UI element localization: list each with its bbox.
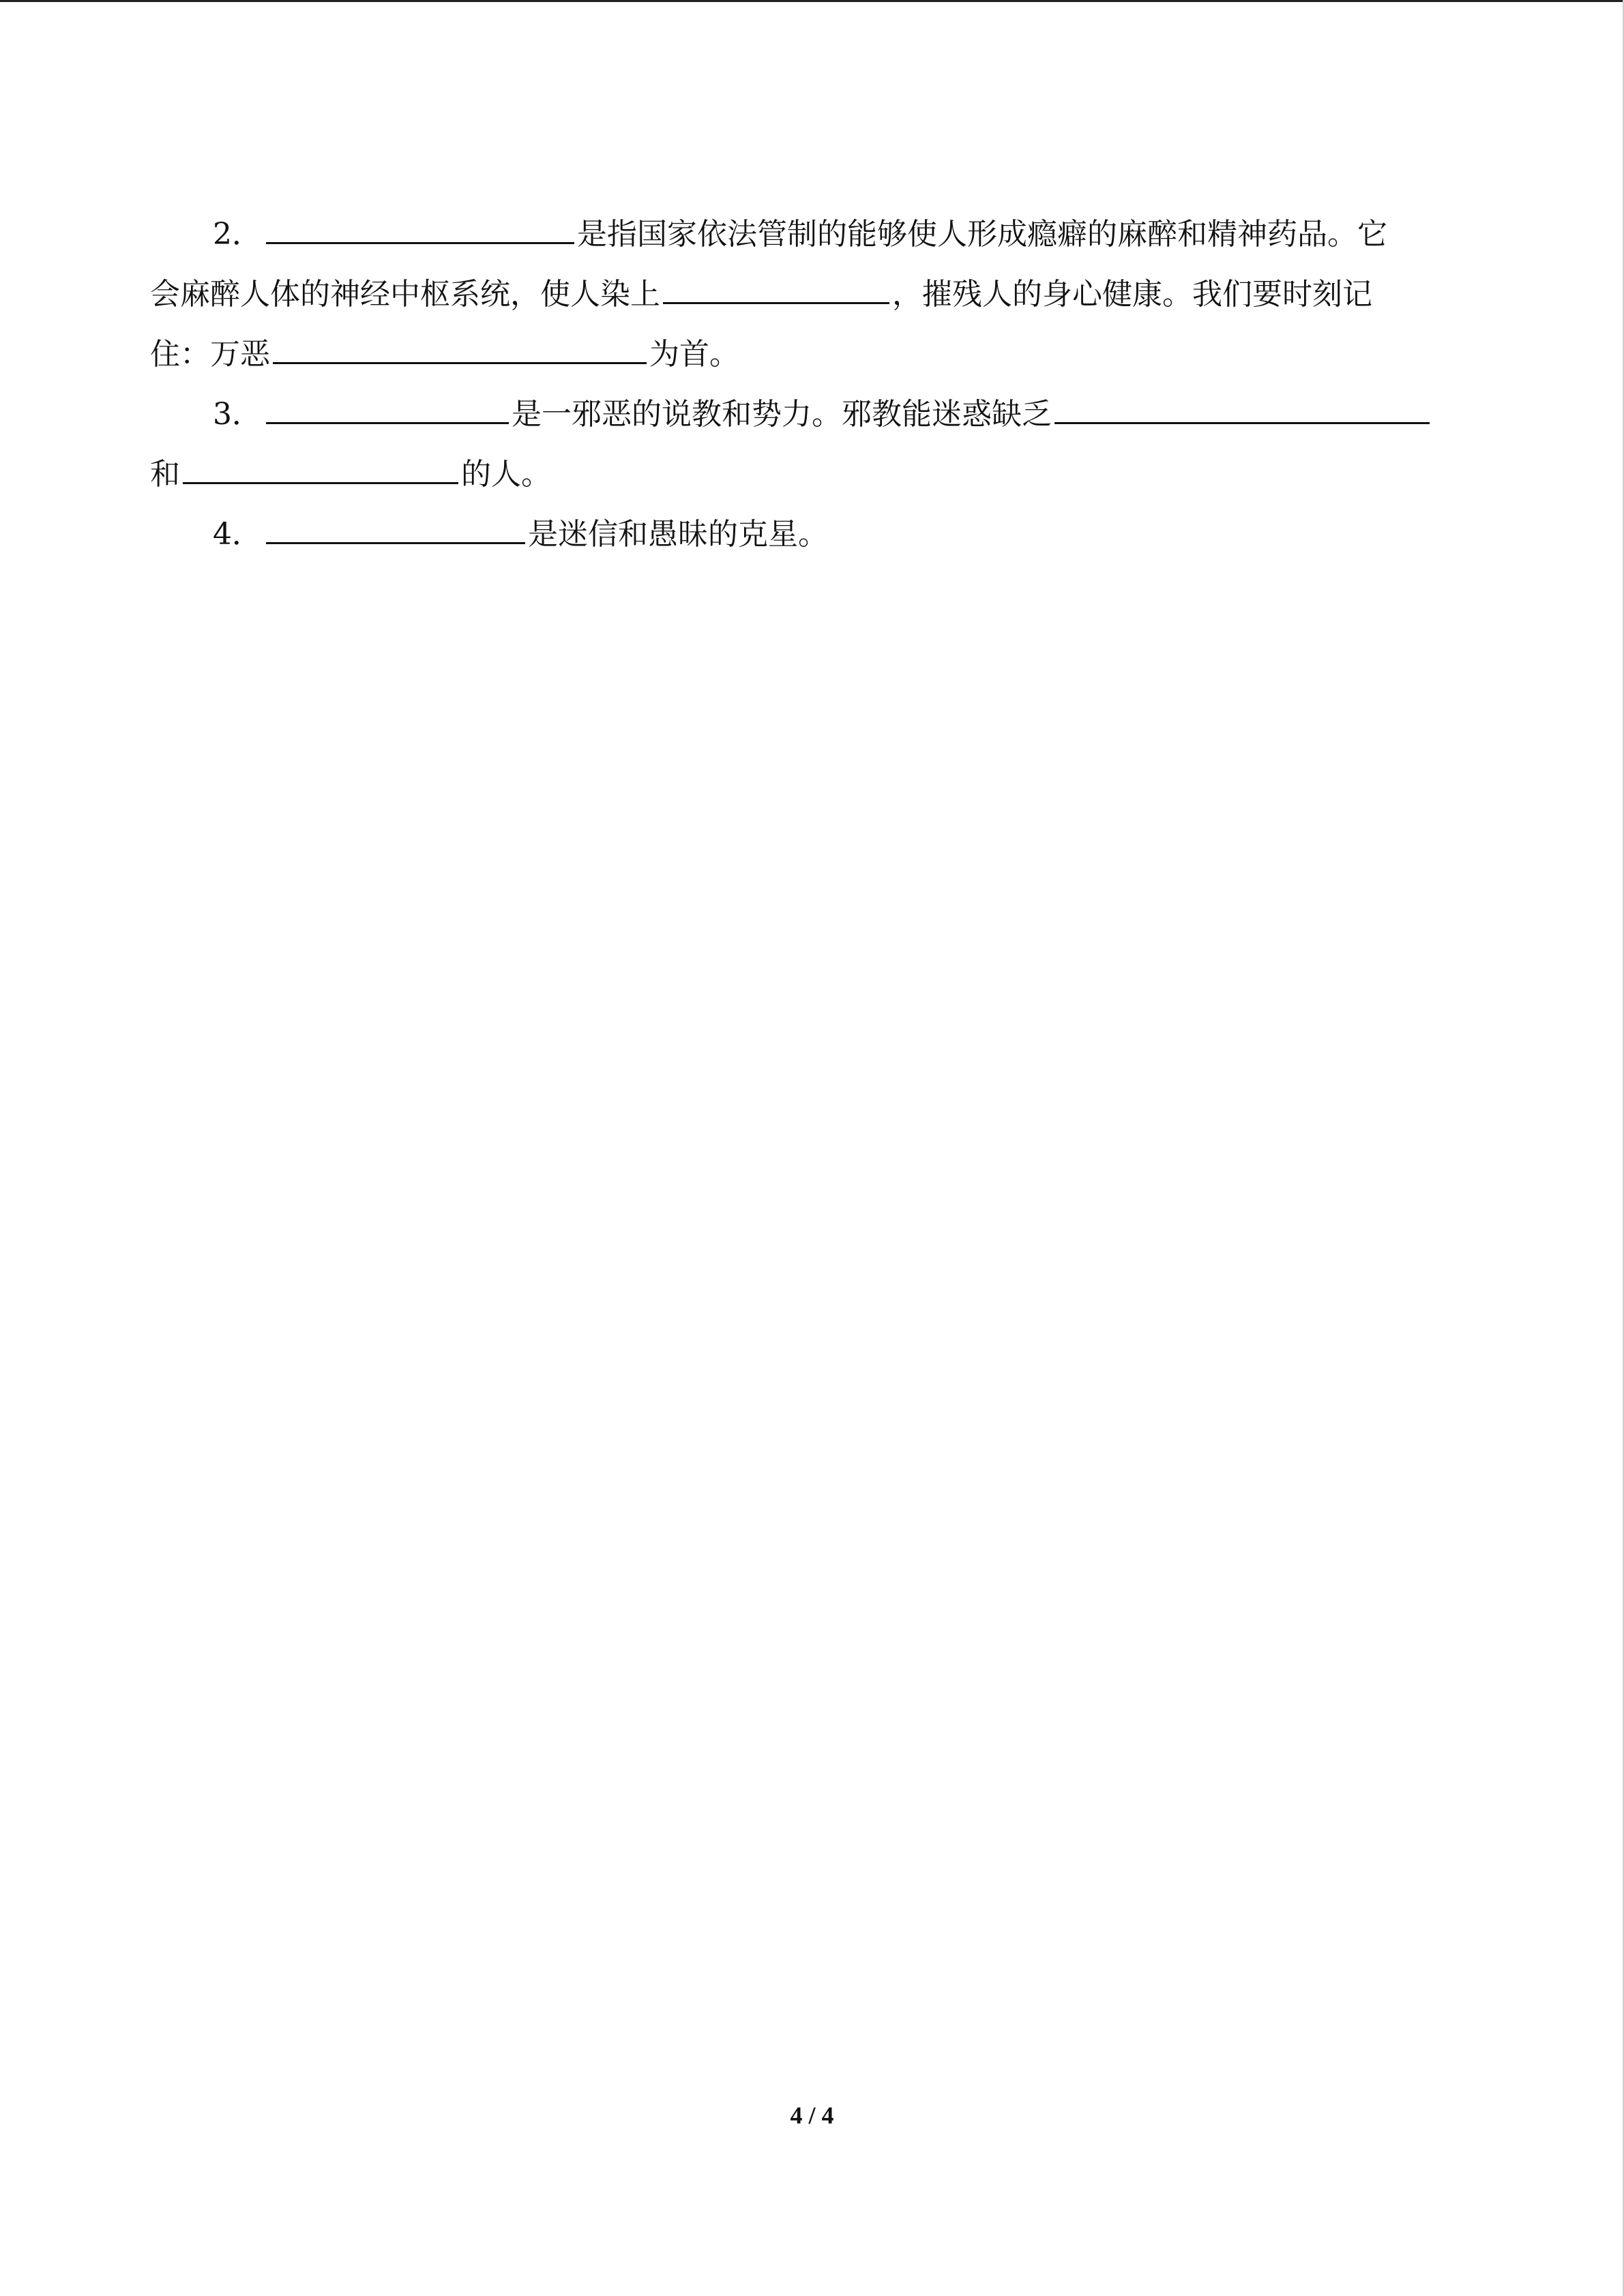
answer-blank[interactable] <box>183 447 458 484</box>
answer-blank[interactable] <box>663 267 889 304</box>
question-2-line-3 <box>150 325 1480 385</box>
question-3-line-1 <box>150 385 1480 445</box>
question-text: 为首。 <box>649 337 739 372</box>
question-number: 4． <box>213 517 262 552</box>
worksheet-body <box>150 205 1480 565</box>
question-2-line-1 <box>150 205 1480 265</box>
answer-blank[interactable] <box>266 207 574 244</box>
question-text: 是一邪恶的说教和势力。邪教能迷惑缺乏 <box>512 397 1052 432</box>
answer-blank[interactable] <box>1054 387 1430 424</box>
question-text: 的人。 <box>461 457 551 492</box>
page-number: 4 / 4 <box>790 2102 834 2129</box>
question-text: 住：万恶 <box>150 337 270 372</box>
question-4-line-1 <box>150 505 1480 565</box>
answer-blank[interactable] <box>266 387 509 424</box>
answer-blank[interactable] <box>266 507 525 544</box>
question-number: 2． <box>213 217 262 252</box>
question-text: 和 <box>150 457 180 492</box>
question-text: 是迷信和愚昧的克星。 <box>528 517 828 552</box>
question-3-line-2 <box>150 445 1480 505</box>
answer-blank[interactable] <box>273 327 647 364</box>
question-text: 是指国家依法管制的能够使人形成瘾癖的麻醉和精神药品。它 <box>577 217 1387 252</box>
top-border <box>0 0 1624 2</box>
question-number: 3． <box>213 397 262 432</box>
question-text: 会麻醉人体的神经中枢系统，使人染上 <box>150 277 660 312</box>
question-text: ，摧残人的身心健康。我们要时刻记 <box>892 277 1372 312</box>
question-2-line-2 <box>150 265 1480 325</box>
